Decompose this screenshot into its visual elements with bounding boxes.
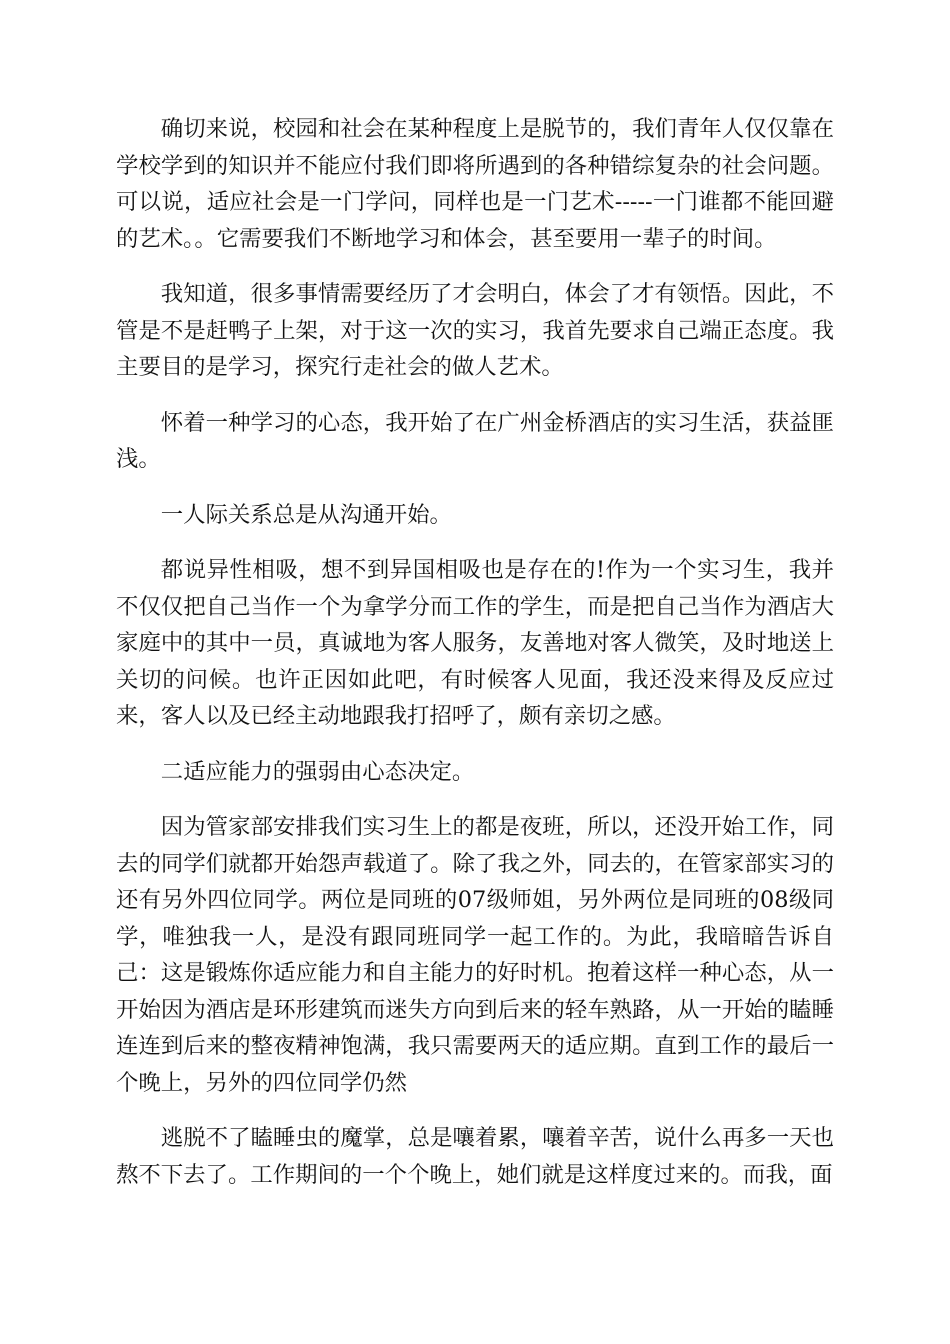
paragraph: 都说异性相吸，想不到异国相吸也是存在的!作为一个实习生，我并不仅仅把自己当作一个为拿学分而工作的学生，而是把自己当作为酒店大家庭中的其中一员，真诚地为客人服务，友善地对客人微笑，及时地送上关切的问候。也许正因如此吧，有时候客人见面，我还没来得及反应过来，客人以及已经主动地跟我打招呼了，颇有亲切之感。 [116, 557, 834, 729]
section-heading: 一人际关系总是从沟通开始。 [160, 501, 452, 528]
paragraph: 怀着一种学习的心态，我开始了在广州金桥酒店的实习生活，获益匪浅。 [116, 409, 834, 472]
document-page [116, 111, 834, 1212]
paragraph: 因为管家部安排我们实习生上的都是夜班，所以，还没开始工作，同去的同学们就都开始怨声载道了。除了我之外，同去的，在管家部实习的还有另外四位同学。两位是同班的07级师姐，另外两位是同班的08级同学，唯独我一人，是没有跟同班同学一起工作的。为此，我暗暗告诉自己：这是锻炼你适应能力和自主能力的好时机。抱着这样一种心态，从一开始因为酒店是环形建筑而迷失方向到后来的轻车熟路，从一开始的瞌睡连连到后来的整夜精神饱满，我只需要两天的适应期。直到工作的最后一个晚上，另外的四位同学仍然 [116, 814, 834, 1096]
section-heading: 二适应能力的强弱由心态决定。 [160, 758, 475, 785]
paragraph: 我知道，很多事情需要经历了才会明白，体会了才有领悟。因此，不管是不是赶鸭子上架，对于这一次的实习，我首先要求自己端正态度。我主要目的是学习，探究行走社会的做人艺术。 [116, 281, 834, 380]
paragraph: 确切来说，校园和社会在某种程度上是脱节的，我们青年人仅仅靠在学校学到的知识并不能应付我们即将所遇到的各种错综复杂的社会问题。可以说，适应社会是一门学问，同样也是一门艺术-----一门谁都不能回避的艺术。。它需要我们不断地学习和体会，甚至要用一辈子的时间。 [116, 116, 834, 252]
paragraph: 逃脱不了瞌睡虫的魔掌，总是嚷着累，嚷着辛苦，说什么再多一天也熬不下去了。工作期间的一个个晚上，她们就是这样度过来的。而我，面 [116, 1125, 834, 1188]
